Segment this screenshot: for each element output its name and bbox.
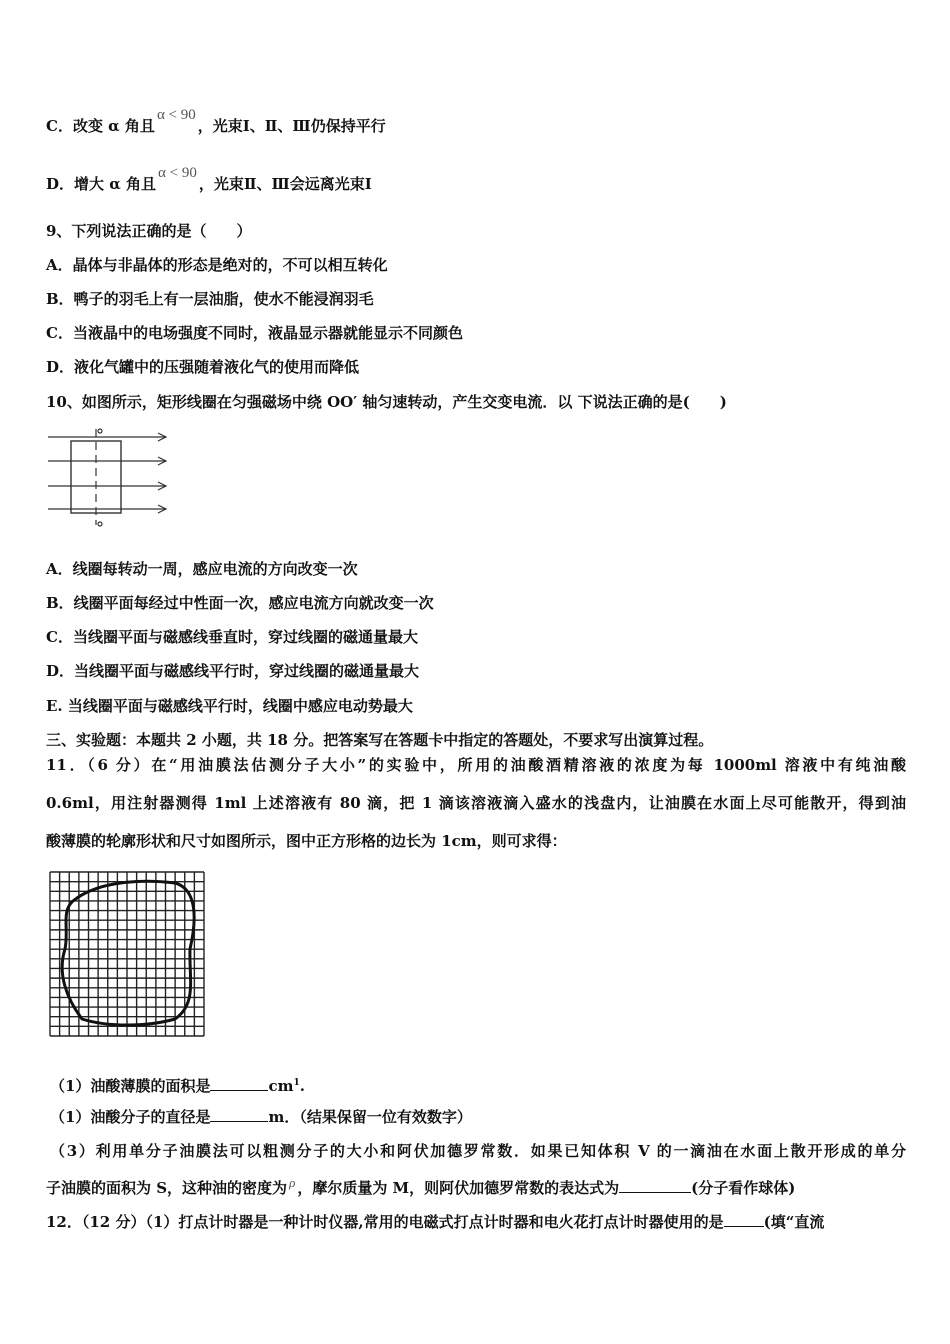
q8-option-d-math: α < 90 [158, 165, 197, 181]
q11-part3-line1 [50, 1141, 906, 1161]
q11-part2 [50, 1107, 472, 1127]
q11-part1-unit-exponent: 1 [293, 1078, 300, 1088]
q10-option-a: A．线圈每转动一周，感应电流的方向改变一次 [46, 560, 358, 578]
q10-option-e: E. 当线圈平面与磁感线平行时，线圈中感应电动势最大 [46, 697, 413, 715]
q11-stem-line2 [46, 793, 906, 813]
q11-stem-line1-text: 11．（6 分）在“用油膜法估测分子大小”的实验中，所用的油酸酒精溶液的浓度为每 1000ml 溶液中有纯油酸 [46, 756, 906, 774]
q8-option-d-text-pre: D．增大 α 角且 [46, 175, 156, 193]
q12-stem-text-b: (填“直流 [763, 1213, 825, 1231]
q11-part1 [50, 1073, 305, 1096]
q11-stem-line3: 酸薄膜的轮廓形状和尺寸如图所示，图中正方形格的边长为 1cm，则可求得： [46, 832, 567, 850]
q9-option-c: C．当液晶中的电场强度不同时，液晶显示器就能显示不同颜色 [46, 324, 463, 342]
q11-part1-text: （1）油酸薄膜的面积是 [50, 1077, 211, 1095]
q8-option-d [46, 165, 372, 195]
q8-option-c [46, 107, 386, 137]
q10-option-b: B．线圈平面每经过中性面一次，感应电流方向就改变一次 [46, 594, 434, 612]
q8-option-c-text-pre: C．改变 α 角且 [46, 117, 155, 135]
section-3-heading: 三、实验题：本题共 2 小题，共 18 分。把答案写在答题卡中指定的答题处，不要求写出演算过程。 [46, 731, 714, 749]
q11-part2-text: （1）油酸分子的直径是 [50, 1108, 211, 1126]
q11-part3-line1-text: （3）利用单分子油膜法可以粗测分子的大小和阿伏加德罗常数．如果已知体积 V 的一滴油在水面上散开形成的单分 [50, 1142, 906, 1160]
q9-stem: 9、下列说法正确的是（ ） [46, 222, 252, 240]
q11-part3-line2-text-b: ，摩尔质量为 M，则阿伏加德罗常数的表达式为 [297, 1179, 620, 1197]
rotating-coil-diagram [44, 425, 174, 530]
q8-option-c-text-post: ，光束Ⅰ、Ⅱ、Ⅲ仍保持平行 [197, 117, 386, 135]
q11-part1-period: . [299, 1077, 305, 1095]
q11-part2-text-post: m．（结果保留一位有效数字） [268, 1108, 472, 1126]
q11-part3-line2-text-a: 子油膜的面积为 S，这种油的密度为 [46, 1179, 288, 1197]
q9-option-a: A．晶体与非晶体的形态是绝对的，不可以相互转化 [46, 256, 388, 274]
q11-part3-line2-text-c: (分子看作球体) [691, 1179, 796, 1197]
q11-part3-line2 [46, 1175, 796, 1199]
q12-stem-line1 [46, 1212, 824, 1232]
q11-part1-unit: cm [268, 1077, 294, 1095]
q12-stem-text-a: 12．（12 分）（1）打点计时器是一种计时仪器,常用的电磁式打点计时器和电火花打点计时器使用的是 [46, 1213, 724, 1231]
q12-part1-answer-blank[interactable] [724, 1212, 764, 1227]
q11-part1-answer-blank[interactable] [210, 1076, 268, 1091]
q10-option-d: D．当线圈平面与磁感线平行时，穿过线圈的磁通量最大 [46, 662, 420, 680]
q11-stem-line1 [46, 755, 906, 775]
q8-option-c-math: α < 90 [156, 107, 196, 123]
q8-option-d-text-post: ，光束Ⅱ、Ⅲ会远离光束Ⅰ [198, 175, 372, 193]
q9-option-d: D．液化气罐中的压强随着液化气的使用而降低 [46, 358, 360, 376]
q11-part3-answer-blank[interactable] [619, 1178, 691, 1193]
q11-part3-rho-symbol: ρ [289, 1175, 296, 1190]
oil-film-outline [62, 881, 194, 1025]
q11-part2-answer-blank[interactable] [210, 1107, 268, 1122]
q10-option-c: C．当线圈平面与磁感线垂直时，穿过线圈的磁通量最大 [46, 628, 418, 646]
q11-stem-line2-text: 0.6ml，用注射器测得 1ml 上述溶液有 80 滴，把 1 滴该溶液滴入盛水的浅盘内，让油膜在水面上尽可能散开，得到油 [46, 794, 906, 812]
q9-option-b: B．鸭子的羽毛上有一层油脂，使水不能浸润羽毛 [46, 290, 374, 308]
q10-stem: 10、如图所示，矩形线圈在匀强磁场中绕 OO′ 轴匀速转动，产生交变电流．以 下说法正确的是( ) [46, 393, 727, 411]
oil-film-grid-figure [47, 869, 209, 1039]
